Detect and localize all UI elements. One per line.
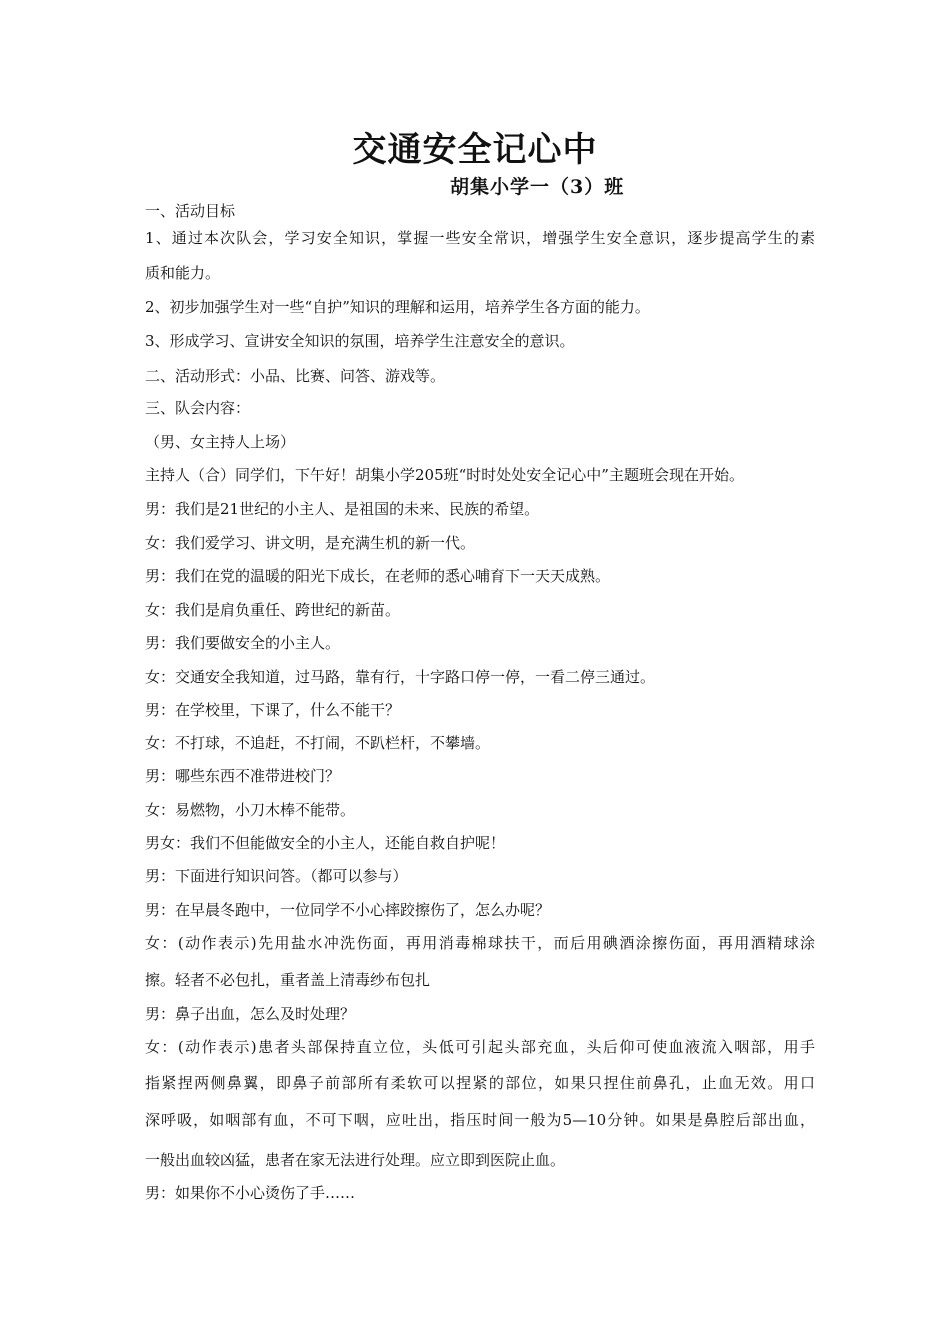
paragraph-line: 指紧捏两侧鼻翼，即鼻子前部所有柔软可以捏紧的部位，如果只捏住前鼻孔，止血无效。用口 bbox=[145, 1074, 815, 1092]
paragraph-line: 深呼吸，如咽部有血，不可下咽，应吐出，指压时间一般为5—10分钟。如果是鼻腔后部出血， bbox=[145, 1111, 815, 1129]
paragraph-line: 女：(动作表示)先用盐水冲洗伤面，再用消毒棉球扶干，而后用碘酒涂擦伤面，再用酒精球涂 bbox=[145, 934, 815, 952]
paragraph-line: 男女：我们不但能做安全的小主人，还能自救自护呢！ bbox=[145, 834, 506, 852]
paragraph-line: 女：我们是肩负重任、跨世纪的新苗。 bbox=[145, 601, 401, 619]
document-title: 交通安全记心中 bbox=[352, 130, 598, 170]
paragraph-line: 男：我们在党的温暖的阳光下成长，在老师的悉心哺育下一天天成熟。 bbox=[145, 567, 611, 585]
paragraph-line: 男：如果你不小心烫伤了手…… bbox=[145, 1184, 356, 1202]
paragraph-line: 擦。轻者不必包扎，重者盖上清毒纱布包扎 bbox=[145, 971, 431, 989]
paragraph-line: 女：易燃物，小刀木棒不能带。 bbox=[145, 801, 356, 819]
paragraph-line: 女：交通安全我知道，过马路，靠有行，十字路口停一停，一看二停三通过。 bbox=[145, 668, 656, 686]
section-heading-form: 二、活动形式：小品、比赛、问答、游戏等。 bbox=[145, 367, 446, 385]
paragraph-line: 女：(动作表示)患者头部保持直立位，头低可引起头部充血，头后仰可使血液流入咽部，用手 bbox=[145, 1038, 815, 1056]
paragraph-line: 男：哪些东西不准带进校门？ bbox=[145, 767, 341, 785]
paragraph-line: 男：鼻子出血，怎么及时处理？ bbox=[145, 1005, 356, 1023]
paragraph-line: （男、女主持人上场） bbox=[145, 433, 296, 451]
paragraph-line: 2、初步加强学生对一些“自护”知识的理解和运用，培养学生各方面的能力。 bbox=[145, 298, 650, 316]
paragraph-line: 男：在学校里，下课了，什么不能干？ bbox=[145, 701, 401, 719]
paragraph-line: 女：我们爱学习、讲文明，是充满生机的新一代。 bbox=[145, 534, 476, 552]
paragraph-line: 女：不打球，不追赶，不打闹，不趴栏杆，不攀墙。 bbox=[145, 734, 491, 752]
section-heading-goals: 一、活动目标 bbox=[145, 202, 236, 220]
paragraph-line: 男：我们要做安全的小主人。 bbox=[145, 634, 341, 652]
document-subtitle: 胡集小学一（3）班 bbox=[450, 176, 625, 198]
paragraph-line: 男：我们是21世纪的小主人、是祖国的未来、民族的希望。 bbox=[145, 500, 540, 518]
paragraph-line: 男：在早晨冬跑中，一位同学不小心摔跤擦伤了，怎么办呢？ bbox=[145, 901, 551, 919]
paragraph-line: 质和能力。 bbox=[145, 264, 221, 282]
paragraph-line: 主持人（合）同学们，下午好！胡集小学205班“时时处处安全记心中”主题班会现在开始。 bbox=[145, 466, 744, 484]
paragraph-line: 3、形成学习、宣讲安全知识的氛围，培养学生注意安全的意识。 bbox=[145, 332, 575, 350]
paragraph-line: 男：下面进行知识问答。（都可以参与） bbox=[145, 867, 408, 885]
paragraph-line: 一般出血较凶猛，患者在家无法进行处理。应立即到医院止血。 bbox=[145, 1151, 566, 1169]
section-heading-content: 三、队会内容： bbox=[145, 399, 251, 417]
paragraph-line: 1、通过本次队会，学习安全知识，掌握一些安全常识，增强学生安全意识，逐步提高学生的素 bbox=[145, 229, 815, 247]
